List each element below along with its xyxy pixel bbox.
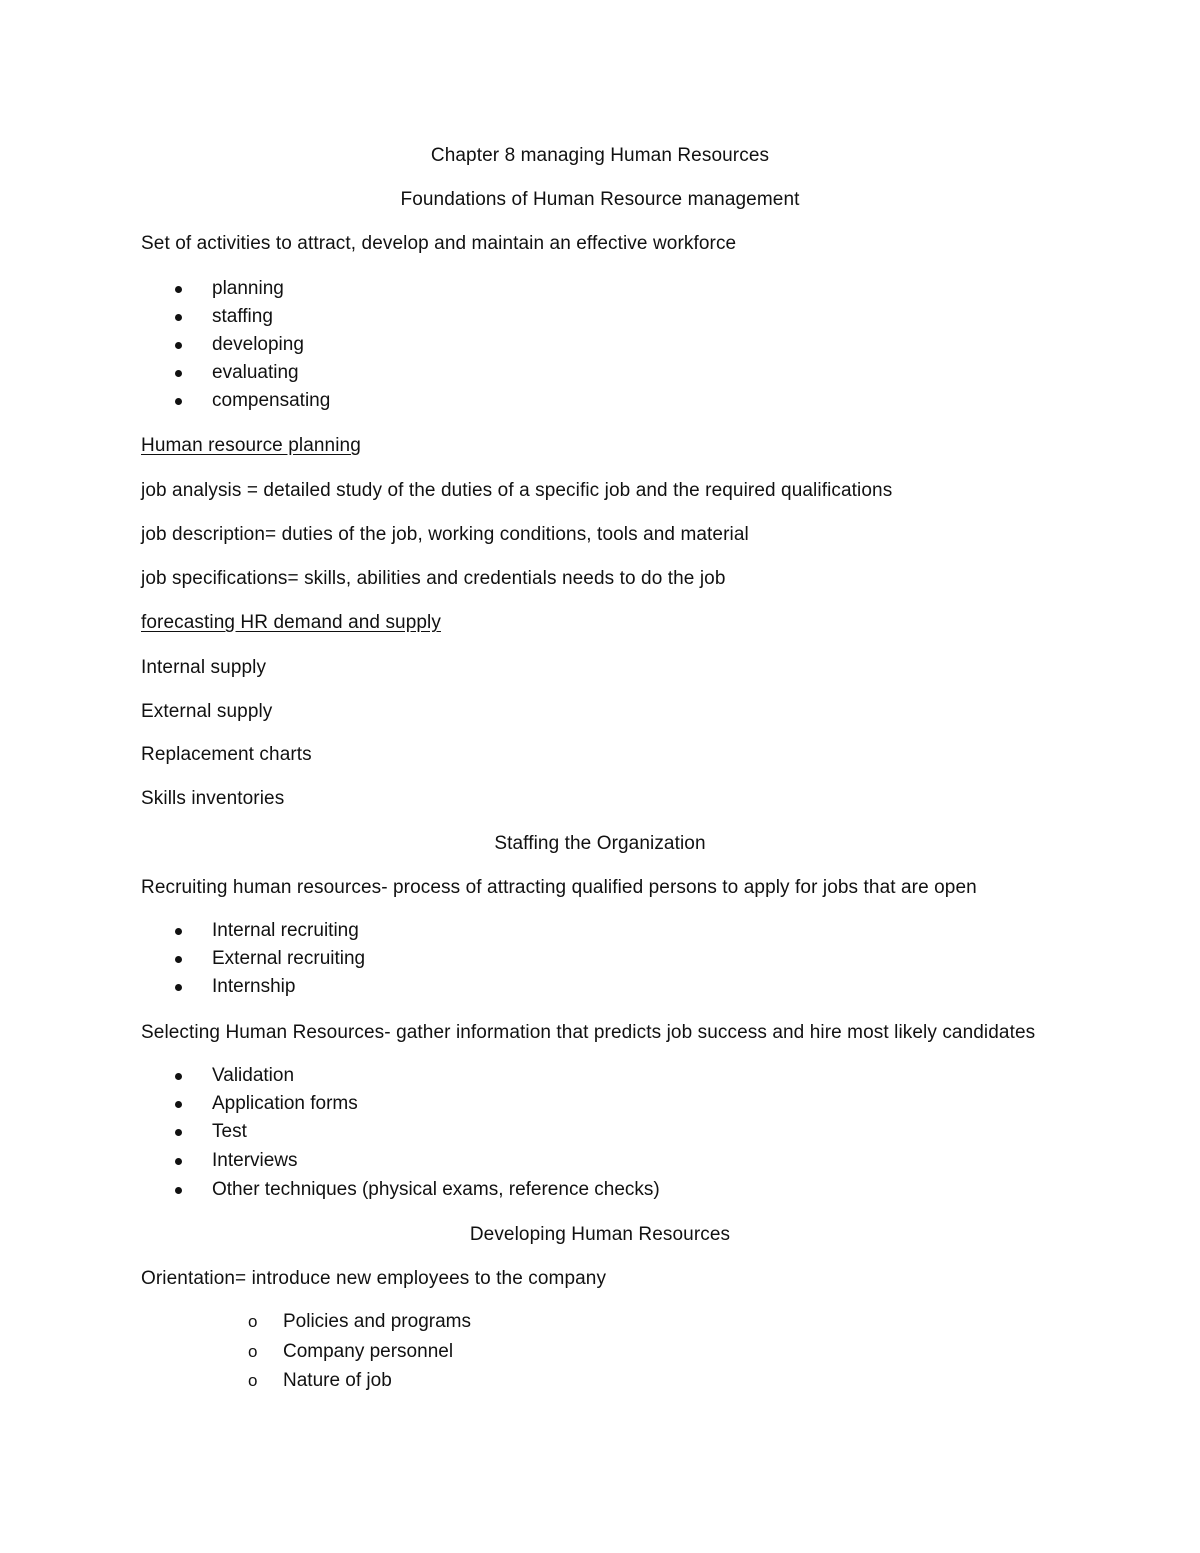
staffing-heading: Staffing the Organization [494, 833, 706, 854]
circle-bullet-icon: o [248, 1371, 258, 1390]
bullet-icon [175, 342, 182, 349]
bullet-icon [175, 398, 182, 405]
bullet-icon [175, 956, 182, 963]
bullet-icon [175, 1129, 182, 1136]
bullet-icon [175, 370, 182, 377]
hr-planning-heading: Human resource planning [141, 435, 361, 456]
document-page: Chapter 8 managing Human Resources Foundations of Human Resource management Set of activities to attract, develop and maintain an effective workforce planning staffing developing evaluating compensating Human resource planning job analysis = detailed study of the duties of a specific job and the required qualifications job description= duties of the job, working conditions, tools and material job specifications= skills, abilities and credentials needs to do the job forecasting HR demand and supply Internal supply External supply Replacement charts Skills inventories Staffing the Organization Recruiting human resources- process of attracting qualified persons to apply for jobs that are open Internal recruiting External recruiting Internship Selecting Human Resources- gather information that predicts job success and hire most likely candidates Validation Application forms Test Interviews Other techniques (physical exams, reference checks) Developing Human Resources Orientation= introduce new employees to the company o Policies and programs o Company personnel o Nature of job [0, 0, 1200, 1553]
internal-supply-line: Internal supply [141, 657, 267, 678]
job-analysis-line: job analysis = detailed study of the duties of a specific job and the required qualifications [141, 480, 893, 501]
bullet-icon [175, 1187, 182, 1194]
replacement-charts-line: Replacement charts [141, 744, 312, 765]
bullet-icon [175, 286, 182, 293]
forecasting-heading: forecasting HR demand and supply [141, 612, 441, 633]
orientation-paragraph: Orientation= introduce new employees to the company [141, 1268, 607, 1289]
circle-bullet-icon: o [248, 1312, 258, 1331]
job-description-line: job description= duties of the job, working conditions, tools and material [141, 524, 749, 545]
intro-paragraph: Set of activities to attract, develop and maintain an effective workforce [141, 233, 737, 254]
recruiting-paragraph: Recruiting human resources- process of attracting qualified persons to apply for jobs that are open [141, 877, 977, 898]
job-specifications-line: job specifications= skills, abilities and credentials needs to do the job [141, 568, 726, 589]
bullet-icon [175, 1158, 182, 1165]
bullet-icon [175, 1101, 182, 1108]
document-title: Chapter 8 managing Human Resources [430, 145, 770, 166]
bullet-icon [175, 928, 182, 935]
external-supply-line: External supply [141, 701, 273, 722]
circle-bullet-icon: o [248, 1342, 258, 1361]
skills-inventories-line: Skills inventories [141, 788, 285, 809]
developing-heading: Developing Human Resources [469, 1224, 731, 1245]
bullet-icon [175, 314, 182, 321]
bullet-icon [175, 984, 182, 991]
bullet-icon [175, 1073, 182, 1080]
selecting-paragraph: Selecting Human Resources- gather information that predicts job success and hire most likely candidates [141, 1022, 1036, 1043]
document-subtitle: Foundations of Human Resource management [400, 189, 800, 210]
